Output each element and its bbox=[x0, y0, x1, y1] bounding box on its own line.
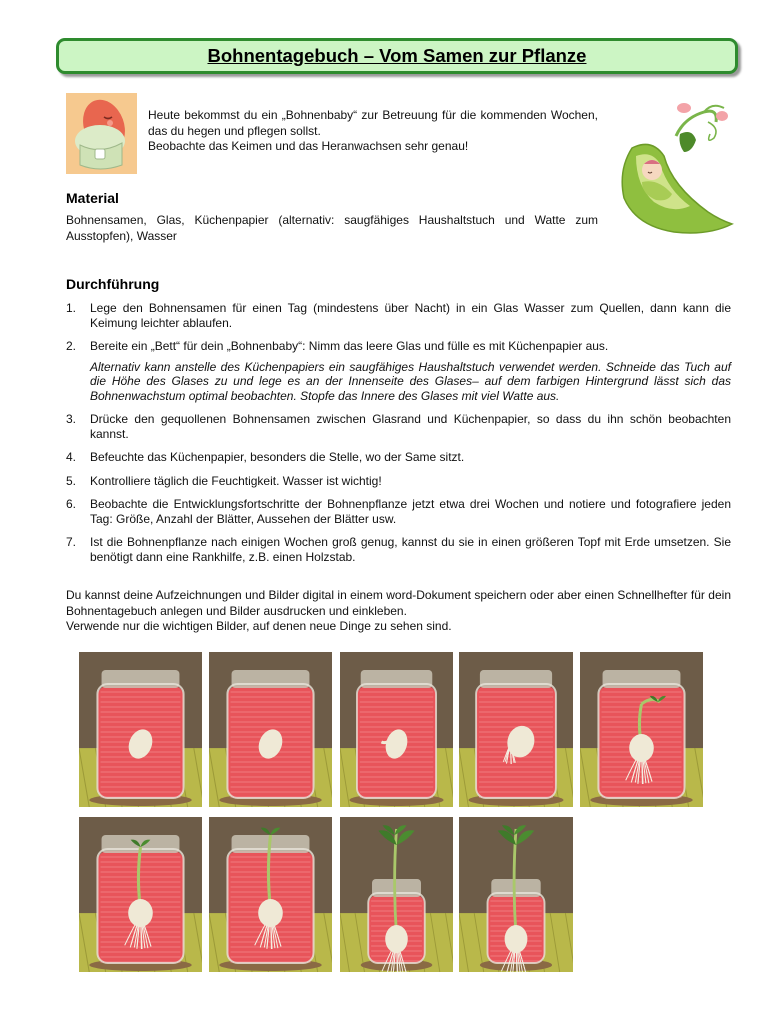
list-item bbox=[66, 339, 731, 403]
step-note: Alternativ kann anstelle des Küchenpapiers ein saugfähiges Haushaltstuch verwendet werden. Schneide das Tuch auf die Höhe des Glases zu und lege es an der Innenseite des Glases– auf dem farbigen Hintergrund lässt sich das Bohnenwachstum optimal beobachten. Stopfe das Innere des Glases mit viel Watte aus. bbox=[90, 359, 731, 403]
step-text: Ist die Bohnenpflanze nach einigen Wochen groß genug, kannst du sie in einen größeren Topf mit Erde umsetzen. Sie benötigt dann eine Rankhilfe, z.B. einen Holzstab. bbox=[90, 535, 731, 564]
list-item bbox=[66, 497, 731, 526]
step-text: Bereite ein „Bett“ für dein „Bohnenbaby“: Nimm das leere Glas und fülle es mit Küchenpapier aus. bbox=[90, 339, 609, 353]
list-item bbox=[66, 412, 731, 441]
list-item bbox=[66, 535, 731, 564]
step-text: Drücke den gequollenen Bohnensamen zwischen Glasrand und Küchenpapier, so dass du ihn schön beobachten kannst. bbox=[90, 412, 731, 441]
step-number: 6. bbox=[66, 497, 77, 511]
bean-photo-6 bbox=[79, 817, 202, 972]
step-text: Kontrolliere täglich die Feuchtigkeit. Wasser ist wichtig! bbox=[90, 473, 382, 488]
step-number: 7. bbox=[66, 535, 77, 549]
bean-photo-4 bbox=[459, 652, 573, 807]
step-text: Befeuchte das Küchenpapier, besonders die Stelle, wo der Same sitzt. bbox=[90, 450, 465, 464]
title-box bbox=[56, 38, 738, 74]
intro-line-1: Heute bekommst du ein „Bohnenbaby“ zur Betreuung für die kommenden Wochen, das du hegen und pflegen sollst. bbox=[148, 108, 598, 138]
step-number: 5. bbox=[66, 473, 77, 488]
step-text: Beobachte die Entwicklungsfortschritte der Bohnenpflanze jetzt etwa drei Wochen und notiere und fotografiere jeden Tag: Größe, Anzahl der Blätter, Aussehen der Blätter usw. bbox=[90, 497, 731, 526]
bean-baby-icon bbox=[66, 93, 137, 174]
step-number: 3. bbox=[66, 412, 77, 426]
list-item bbox=[66, 301, 731, 330]
list-item bbox=[66, 474, 731, 489]
intro-line-2: Beobachte das Keimen und das Heranwachsen sehr genau! bbox=[148, 139, 469, 153]
outro-line-2: Verwende nur die wichtigen Bilder, auf denen neue Dinge zu sehen sind. bbox=[66, 619, 452, 633]
procedure-list bbox=[66, 301, 731, 573]
bean-photo-8 bbox=[340, 817, 453, 972]
outro-line-1: Du kannst deine Aufzeichnungen und Bilder digital in einem word-Dokument speichern oder aber einen Schnellhefter für dein Bohnentagebuch anlegen und Bilder ausdrucken und einkleben. bbox=[66, 588, 731, 618]
step-number: 2. bbox=[66, 339, 77, 353]
bean-photo-7 bbox=[209, 817, 332, 972]
bean-photo-1 bbox=[79, 652, 202, 807]
bean-photo-3 bbox=[340, 652, 453, 807]
procedure-heading: Durchführung bbox=[66, 276, 160, 292]
material-heading: Material bbox=[66, 190, 119, 206]
list-item bbox=[66, 450, 731, 465]
page-title: Bohnentagebuch – Vom Samen zur Pflanze bbox=[207, 45, 587, 66]
bean-photo-5 bbox=[580, 652, 703, 807]
bean-photo-9 bbox=[459, 817, 573, 972]
peapod-illustration bbox=[612, 98, 734, 240]
step-number: 1. bbox=[66, 301, 77, 315]
material-text: Bohnensamen, Glas, Küchenpapier (alternativ: saugfähiges Haushaltstuch und Watte zum Ausstopfen), Wasser bbox=[66, 213, 598, 243]
outro-text bbox=[66, 588, 731, 635]
bean-photo-2 bbox=[209, 652, 332, 807]
intro-text bbox=[148, 108, 598, 155]
step-text: Lege den Bohnensamen für einen Tag (mindestens über Nacht) in ein Glas Wasser zum Quellen, dann kann die Keimung leichter ablaufen. bbox=[90, 301, 731, 330]
step-number: 4. bbox=[66, 450, 77, 464]
